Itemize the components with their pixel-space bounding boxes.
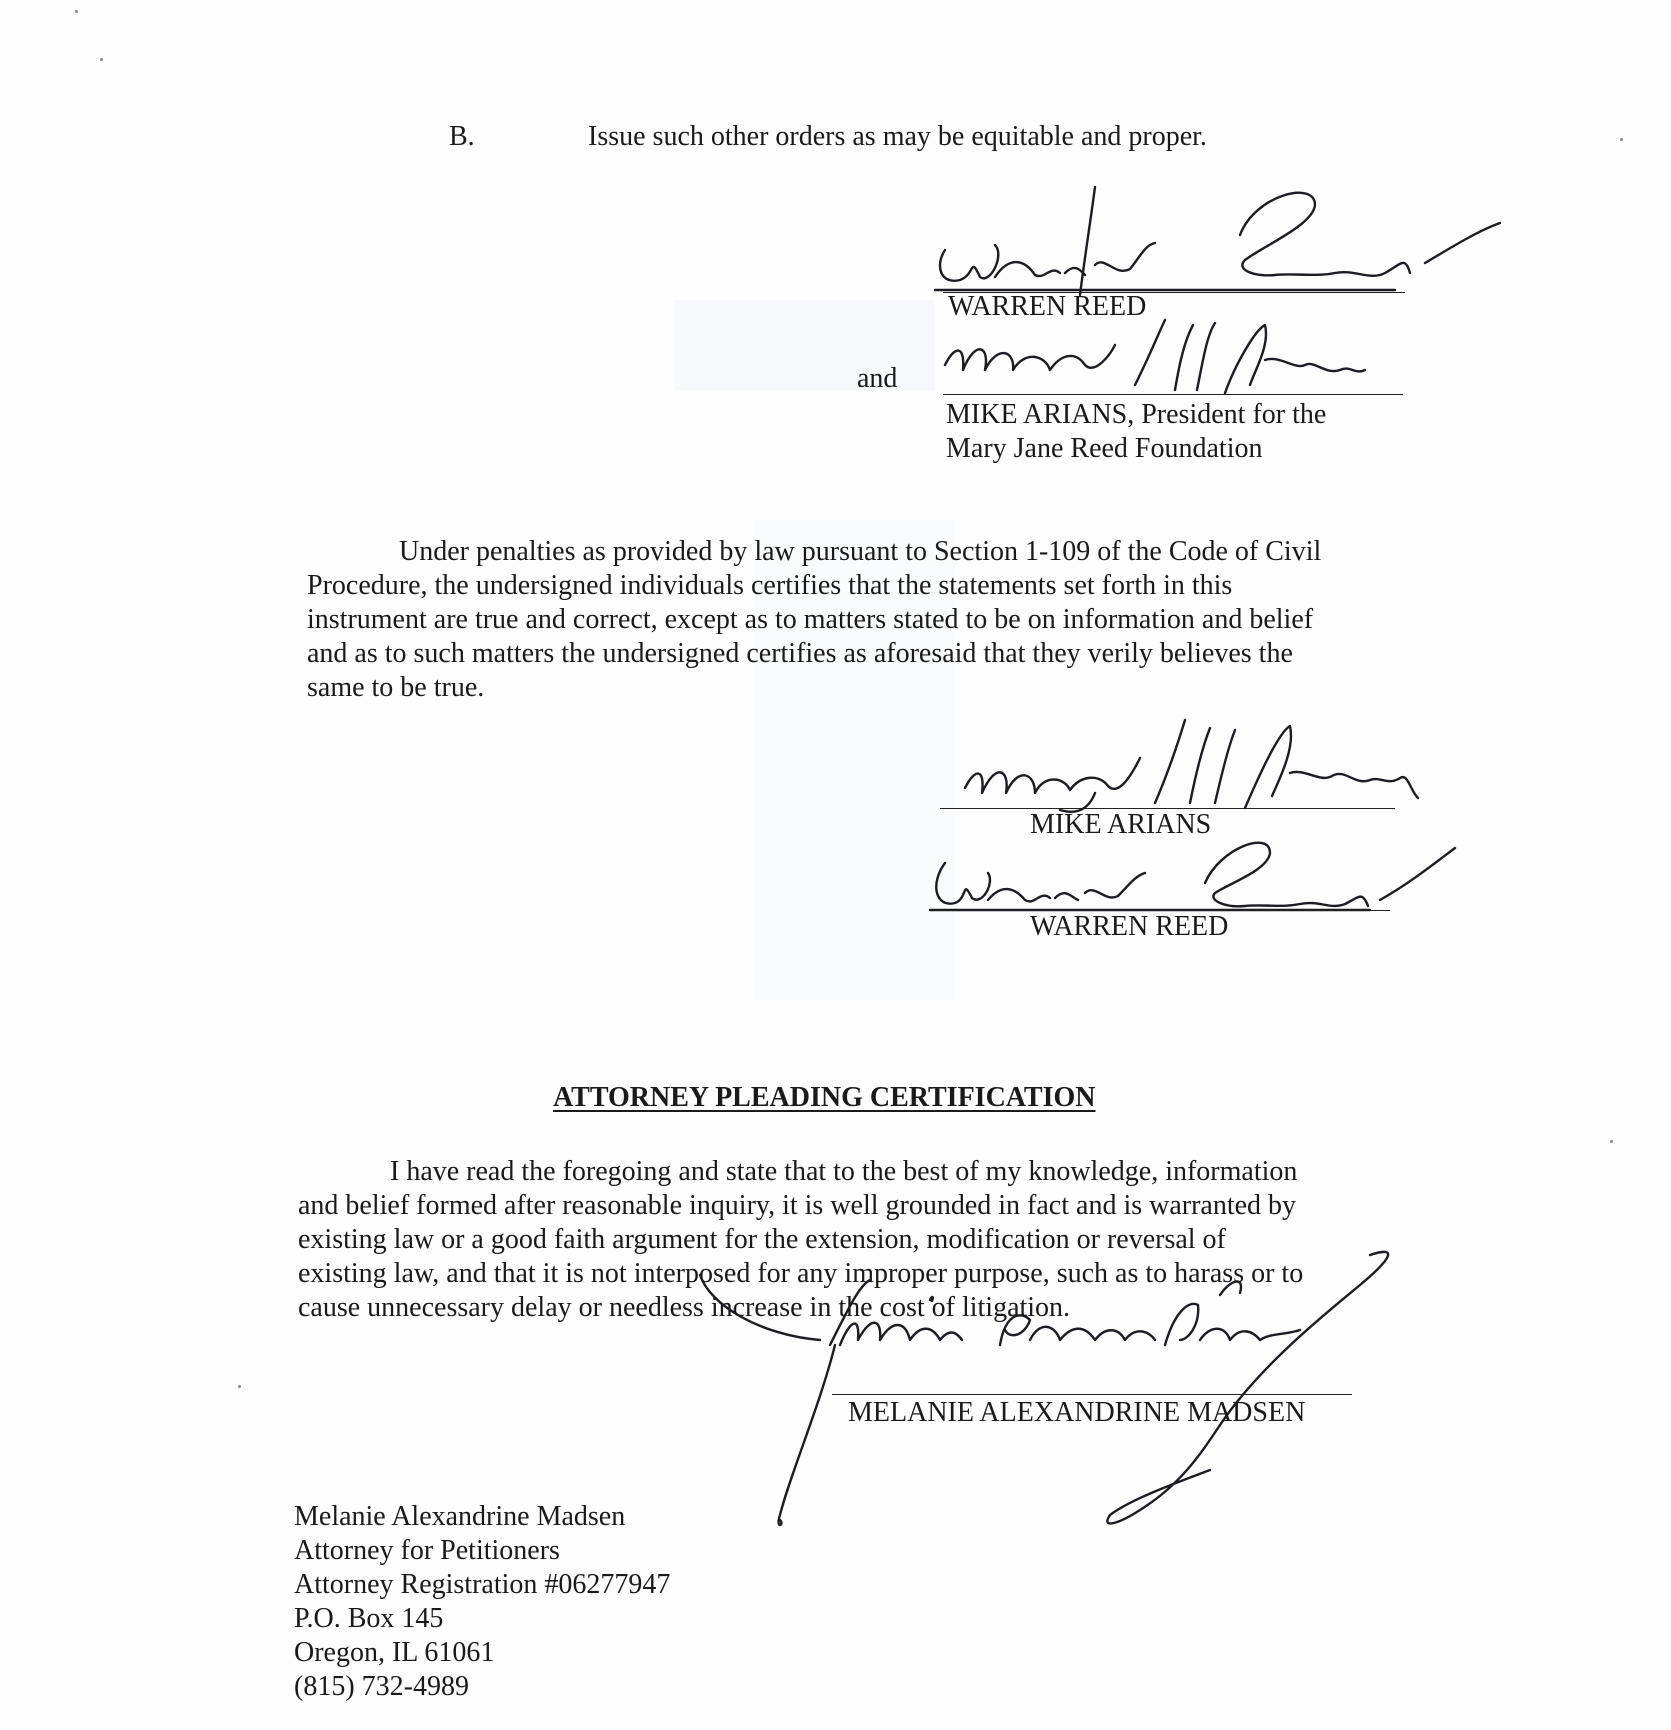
attorney-certification-heading: ATTORNEY PLEADING CERTIFICATION xyxy=(553,1082,1096,1113)
verification-paragraph xyxy=(307,535,1321,705)
verification-line: Procedure, the undersigned individuals certifies that the statements set forth in this xyxy=(307,570,1233,601)
signature-warren-reed-verification xyxy=(930,828,1460,918)
signature-line xyxy=(832,1394,1352,1395)
certification-line: and belief formed after reasonable inquiry, it is well grounded in fact and is warranted by xyxy=(298,1190,1297,1221)
scan-speck xyxy=(100,58,103,61)
verification-line: Under penalties as provided by law pursuant to Section 1-109 of the Code of Civil xyxy=(399,536,1322,567)
certification-line: cause unnecessary delay or needless increase in the cost of litigation. xyxy=(298,1292,1071,1323)
certification-line: I have read the foregoing and state that to the best of my knowledge, information xyxy=(390,1156,1298,1187)
scan-speck xyxy=(238,1385,241,1388)
verification-line: and as to such matters the undersigned certifies as aforesaid that they verily believes the xyxy=(307,638,1293,669)
petitioner-2-title: Mary Jane Reed Foundation xyxy=(946,433,1263,464)
attorney-phone: (815) 732-4989 xyxy=(294,1671,469,1702)
certification-line: existing law, and that it is not interposed for any improper purpose, such as to harass or to xyxy=(298,1258,1304,1289)
verification-signer-1-name: MIKE ARIANS xyxy=(1030,809,1212,840)
scan-speck xyxy=(75,10,78,13)
verification-line: same to be true. xyxy=(307,672,485,703)
signature-line xyxy=(943,394,1403,395)
signature-mike-arians xyxy=(935,315,1375,410)
scan-speck xyxy=(1620,138,1623,141)
item-b-letter: B. xyxy=(449,121,475,152)
verification-signer-2-name: WARREN REED xyxy=(1030,911,1229,942)
petitioner-1-name: WARREN REED xyxy=(948,291,1147,322)
scan-speck xyxy=(1610,1140,1613,1143)
item-b-text: Issue such other orders as may be equitable and proper. xyxy=(588,121,1207,152)
attorney-signer-name: MELANIE ALEXANDRINE MADSEN xyxy=(848,1397,1306,1428)
attorney-registration: Attorney Registration #06277947 xyxy=(294,1569,671,1600)
attorney-role: Attorney for Petitioners xyxy=(294,1535,560,1566)
certification-line: existing law or a good faith argument for the extension, modification or reversal of xyxy=(298,1224,1226,1255)
attorney-address-block xyxy=(294,1500,670,1704)
verification-line: instrument are true and correct, except as to matters stated to be on information and belief xyxy=(307,604,1314,635)
signature-warren-reed xyxy=(935,185,1505,305)
conjunction-and: and xyxy=(857,363,898,394)
attorney-city-state: Oregon, IL 61061 xyxy=(294,1637,495,1668)
attorney-po-box: P.O. Box 145 xyxy=(294,1603,444,1634)
attorney-name: Melanie Alexandrine Madsen xyxy=(294,1501,626,1532)
petitioner-2-name: MIKE ARIANS, President for the xyxy=(946,399,1327,430)
signature-melanie-madsen xyxy=(700,1245,1480,1535)
